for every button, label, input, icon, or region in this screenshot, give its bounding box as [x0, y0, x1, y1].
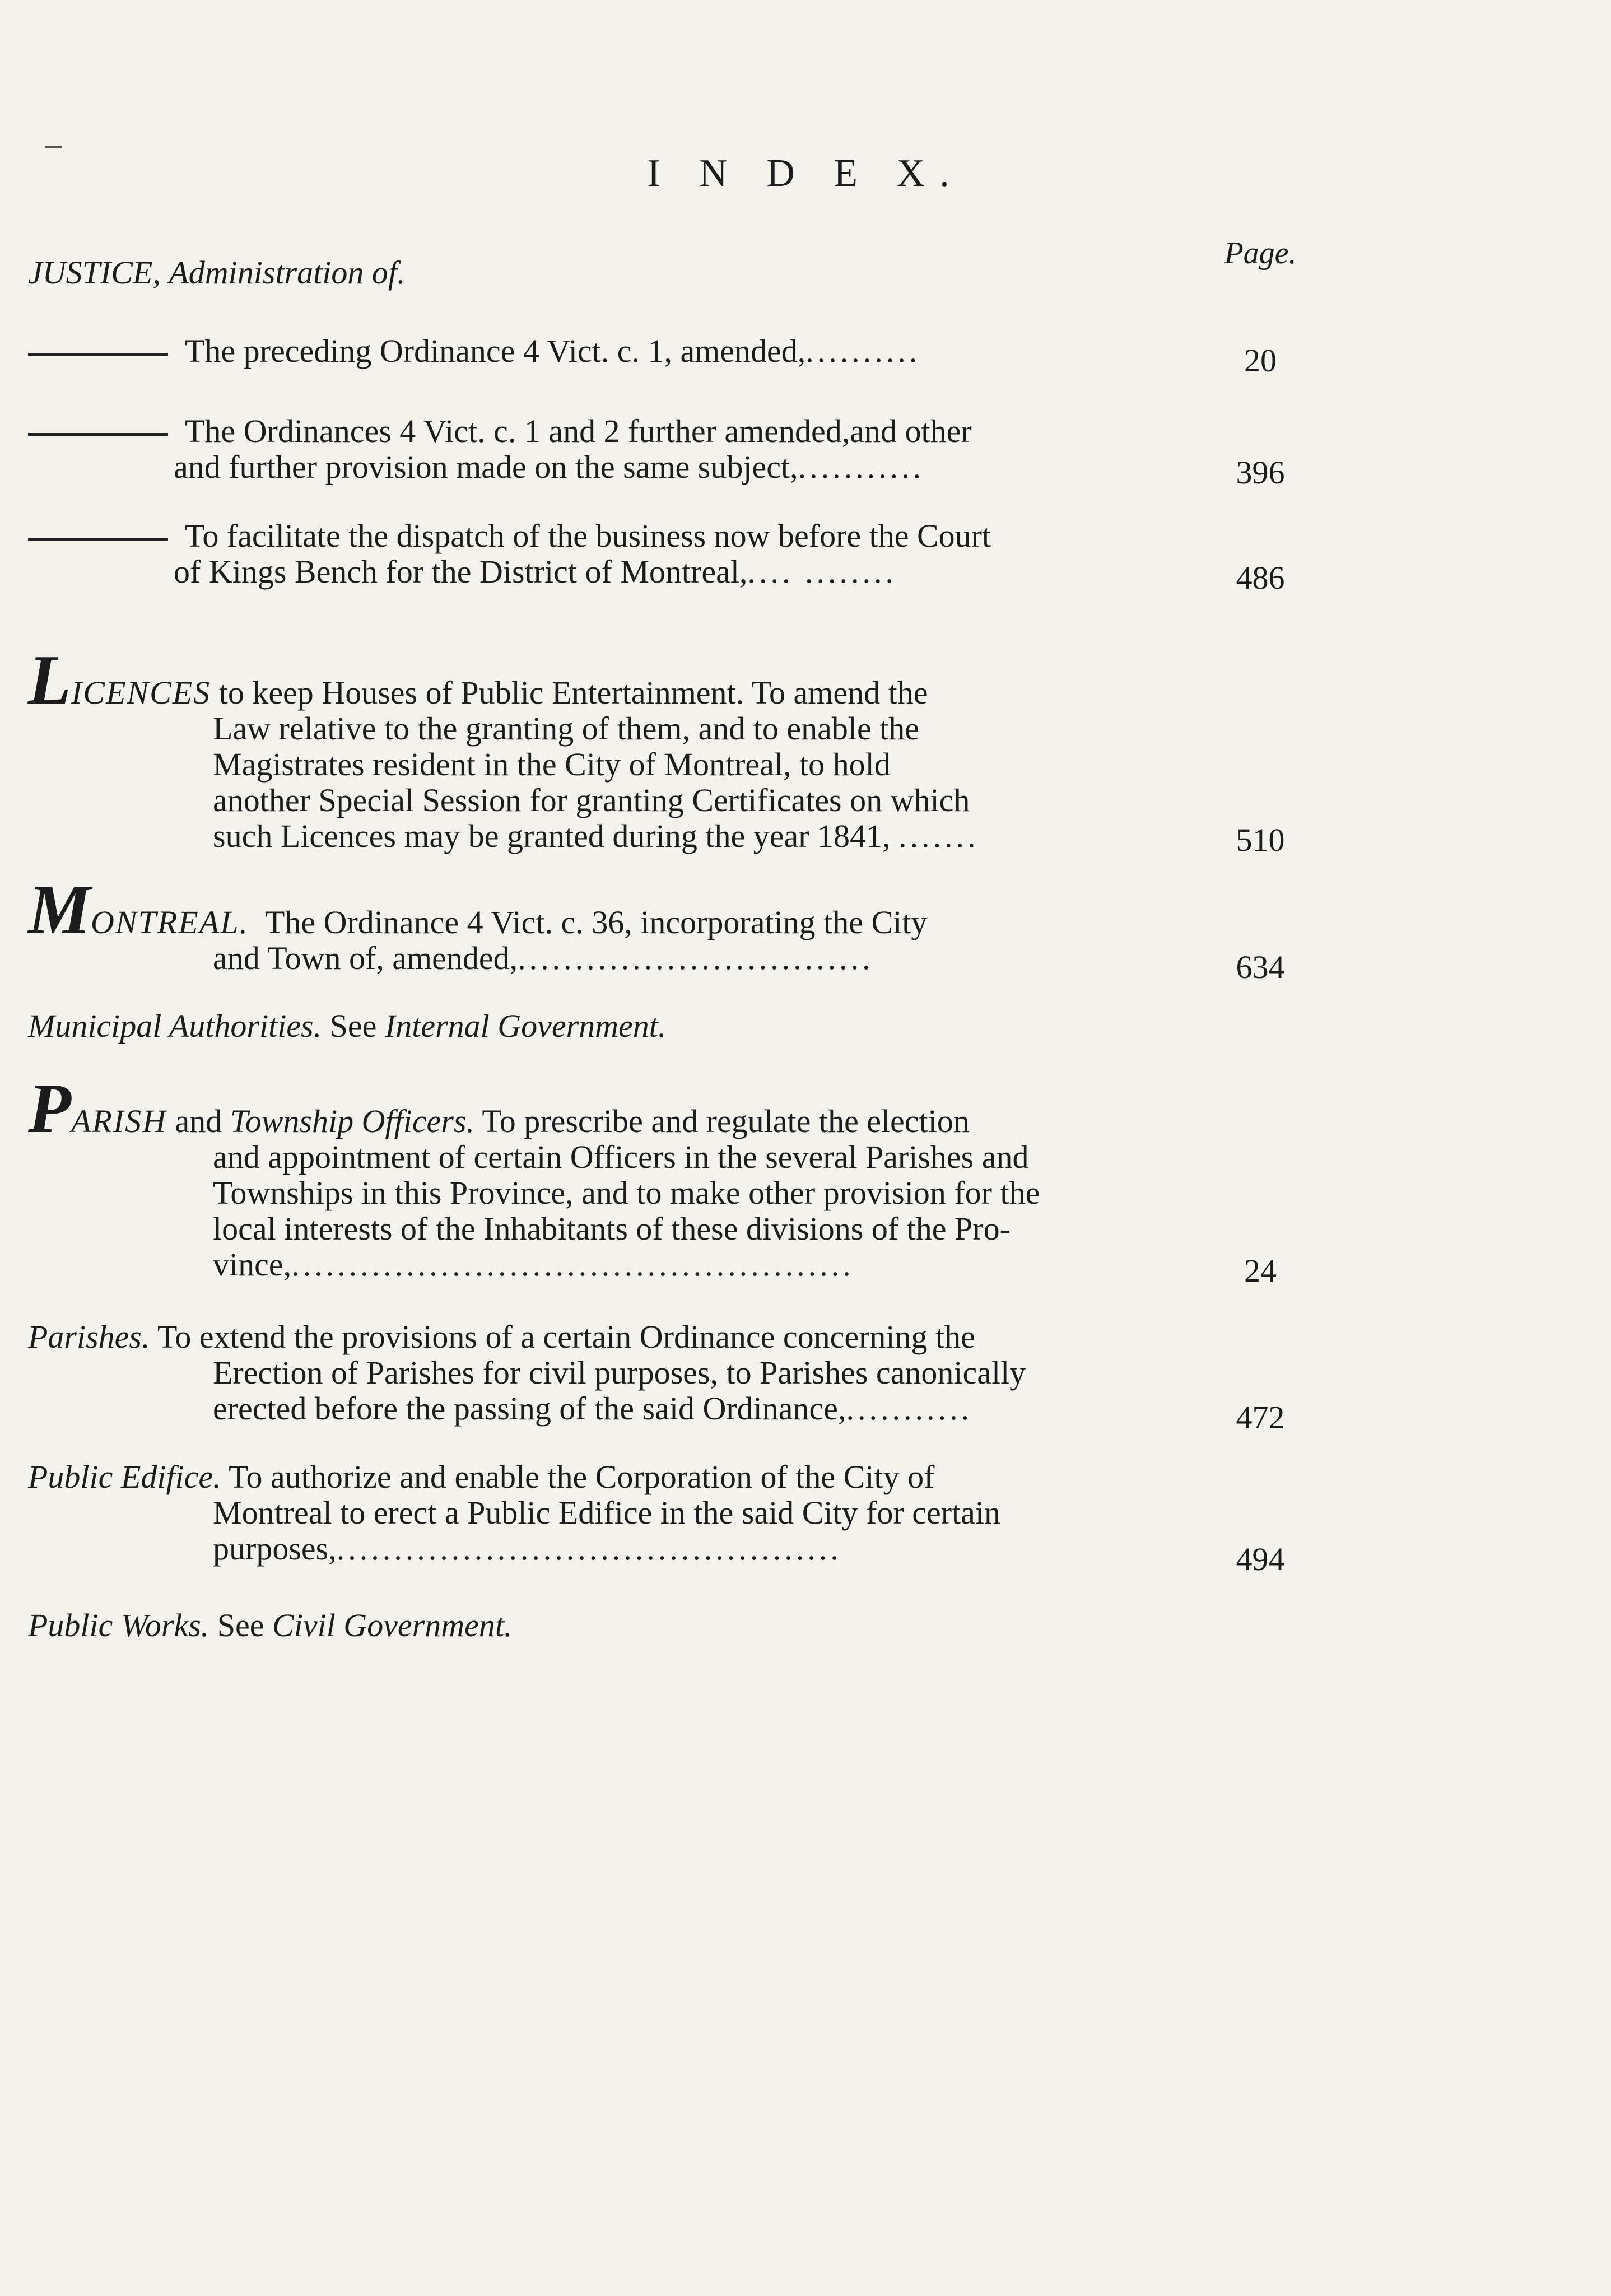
leader-dots: ....... — [898, 818, 979, 854]
margin-mark — [45, 146, 62, 148]
see-label: See — [217, 1607, 264, 1643]
entry-text: and further provision made on the same subject, — [174, 449, 798, 485]
see-label: See — [329, 1008, 377, 1044]
entry-text: another Special Session for granting Certificates on which — [213, 782, 970, 818]
dash-rule — [28, 433, 168, 436]
page-number: 396 — [1236, 454, 1285, 491]
entry-head: JUSTICE, — [28, 254, 161, 291]
page-number: 20 — [1244, 342, 1277, 379]
entry-text: To extend the provisions of a certain Ordinance concerning the — [157, 1319, 975, 1355]
entry-head: Public Edifice. — [28, 1459, 221, 1495]
entry-public-works — [28, 1608, 1160, 1643]
leader-dots: ........... — [846, 1390, 973, 1427]
entry-text: and Town of, amended, — [213, 940, 518, 976]
entry-justice-2 — [28, 413, 1160, 485]
entry-head: Public Works. — [28, 1607, 209, 1643]
page-title: I N D E X. — [647, 152, 964, 195]
entry-head: Parishes. — [28, 1319, 150, 1355]
entry-text: To prescribe and regulate the election — [482, 1103, 970, 1139]
entry-text: purposes, — [213, 1530, 337, 1567]
dash-rule — [28, 353, 168, 356]
dash-rule — [28, 538, 168, 541]
page-column-header: Page. — [1224, 236, 1297, 271]
entry-public-edifice — [28, 1459, 1160, 1567]
entry-montreal — [28, 871, 1160, 976]
entry-text: Law relative to the granting of them, and to enable the — [213, 710, 920, 747]
entry-text: local interests of the Inhabitants of these divisions of the Pro- — [213, 1210, 1011, 1247]
page-number: 510 — [1236, 822, 1285, 858]
page-number: 472 — [1236, 1399, 1285, 1436]
entry-justice-3 — [28, 518, 1160, 590]
drop-cap: M — [28, 871, 91, 949]
entry-head-italic: Township Officers. — [230, 1103, 474, 1139]
entry-text: Magistrates resident in the City of Montreal, to hold — [213, 746, 891, 783]
entry-text: erected before the passing of the said Ordinance, — [213, 1390, 846, 1427]
drop-cap: P — [28, 1070, 71, 1148]
entry-municipal — [28, 1008, 1160, 1044]
entry-text: The preceding Ordinance 4 Vict. c. 1, amended, — [185, 333, 806, 369]
entry-justice-1 — [28, 333, 1160, 369]
entry-text: To facilitate the dispatch of the business now before the Court — [185, 518, 991, 554]
entry-parish — [28, 1070, 1160, 1283]
entry-text: Erection of Parishes for civil purposes, to Parishes canonically — [213, 1354, 1026, 1391]
cross-reference: Internal Government. — [384, 1008, 667, 1044]
entry-text: The Ordinance 4 Vict. c. 36, incorporating the City — [264, 904, 928, 940]
leader-dots: ............................... — [518, 940, 874, 976]
entry-parishes — [28, 1319, 1160, 1427]
entry-text: Townships in this Province, and to make other provision for the — [213, 1175, 1040, 1211]
entry-justice-heading — [28, 255, 1160, 291]
drop-cap: L — [28, 641, 71, 719]
entry-text: The Ordinances 4 Vict. c. 1 and 2 further amended,and other — [185, 413, 972, 449]
page-number: 634 — [1236, 949, 1285, 985]
entry-head: Municipal Authorities. — [28, 1008, 322, 1044]
entry-text: vince, — [213, 1246, 292, 1283]
entry-head: ICENCES — [71, 674, 211, 711]
entry-head-rest: Administration of. — [169, 254, 406, 291]
entry-text: To authorize and enable the Corporation of the City of — [229, 1459, 935, 1495]
entry-head: ONTREAL. — [91, 904, 249, 940]
leader-dots: ............................................ — [336, 1530, 842, 1567]
page-number: 486 — [1236, 560, 1285, 596]
page-number: 494 — [1236, 1541, 1285, 1577]
entry-head: ARISH — [71, 1103, 167, 1139]
entry-text: to keep Houses of Public Entertainment. To amend the — [218, 674, 928, 711]
leader-dots: .......... — [806, 333, 921, 369]
cross-reference: Civil Government. — [272, 1607, 513, 1643]
leader-dots: .... ........ — [747, 553, 897, 590]
entry-text: and appointment of certain Officers in the several Parishes and — [213, 1139, 1029, 1175]
entry-text: of Kings Bench for the District of Montreal, — [174, 553, 748, 590]
entry-text: Montreal to erect a Public Edifice in the said City for certain — [213, 1494, 1001, 1531]
entry-head-rest: and — [175, 1103, 222, 1139]
page-number: 24 — [1244, 1252, 1277, 1289]
leader-dots: ........... — [798, 449, 925, 485]
entry-text: such Licences may be granted during the year 1841, — [213, 818, 891, 854]
entry-licences — [28, 641, 1160, 854]
leader-dots: ................................................. — [291, 1246, 854, 1283]
